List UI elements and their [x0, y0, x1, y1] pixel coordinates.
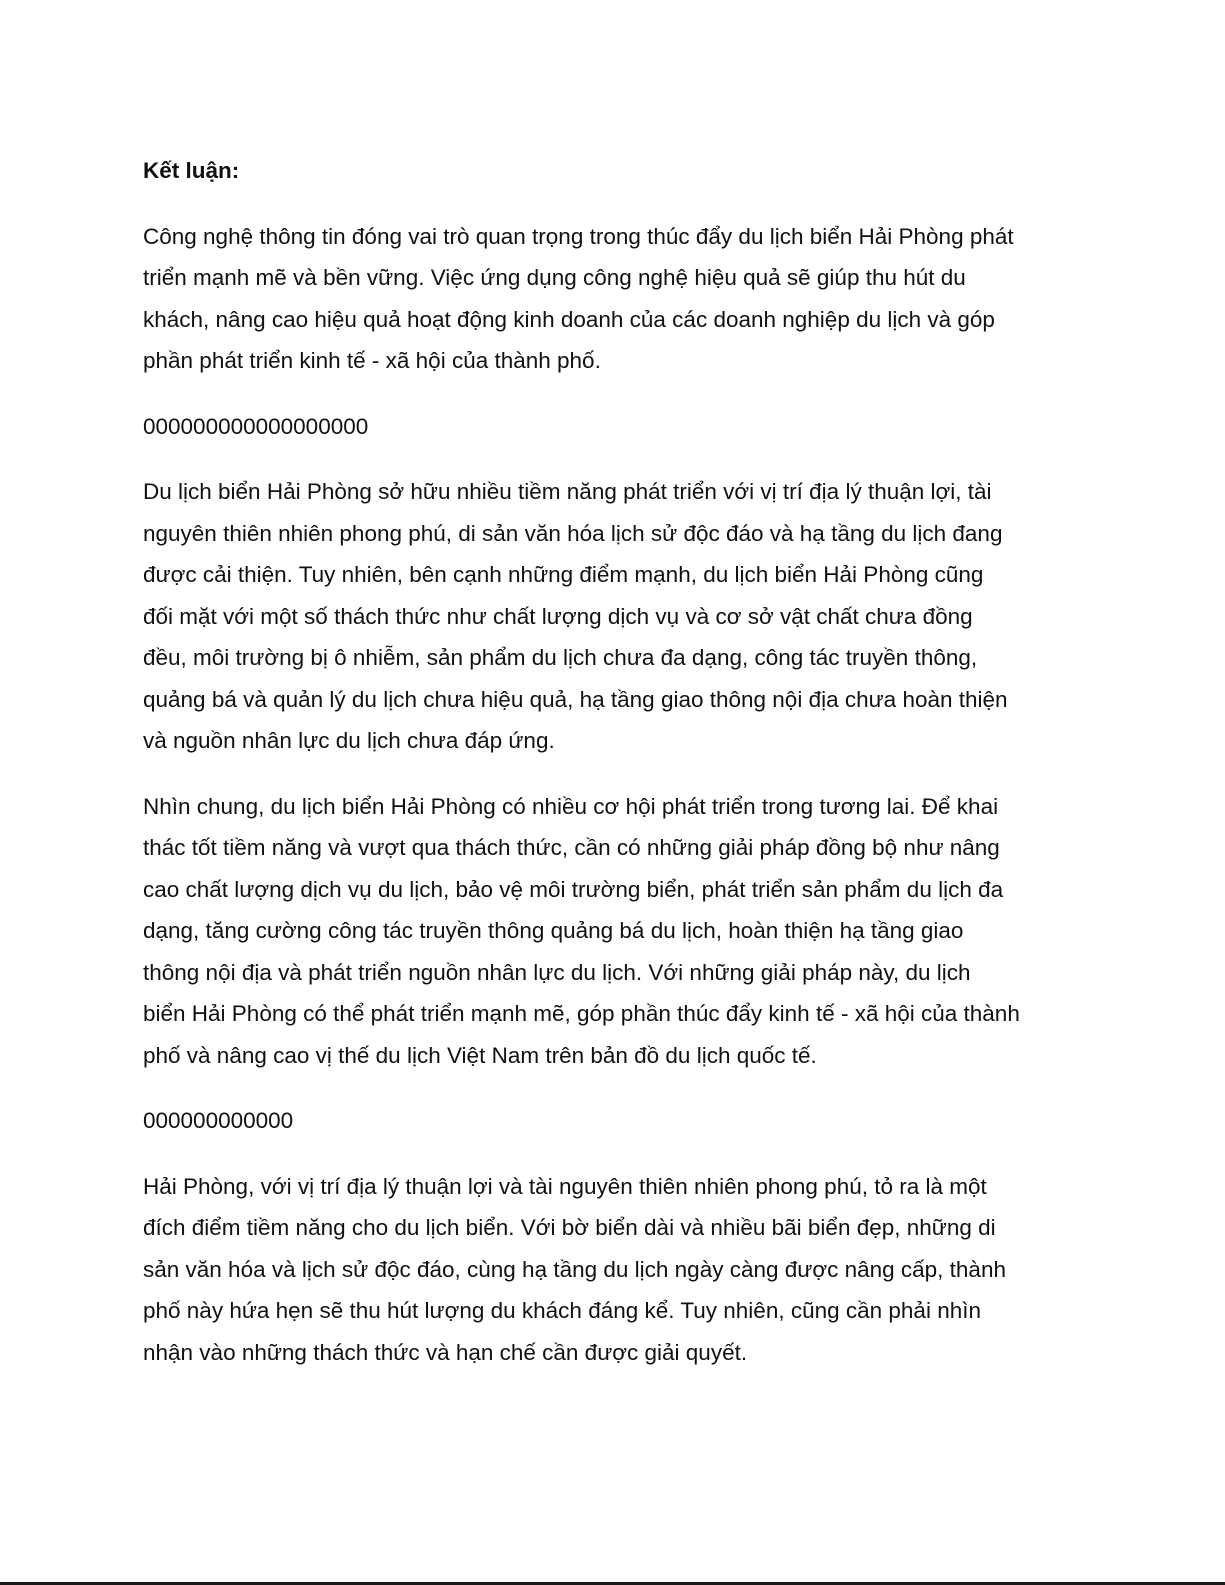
paragraph-line: phố và nâng cao vị thế du lịch Việt Nam trên bản đồ du lịch quốc tế.: [143, 1042, 817, 1068]
paragraph-line: 000000000000: [143, 1108, 294, 1133]
paragraph-line: biển Hải Phòng có thể phát triển mạnh mẽ, góp phần thúc đẩy kinh tế - xã hội của thành: [143, 1001, 1020, 1026]
paragraph-line: phần phát triển kinh tế - xã hội của thành phố.: [143, 348, 601, 373]
paragraph-list: [143, 216, 1073, 1374]
section-heading: Kết luận:: [143, 158, 240, 183]
paragraph-line: quảng bá và quản lý du lịch chưa hiệu quả, hạ tầng giao thông nội địa chưa hoàn thiện: [143, 686, 1008, 712]
paragraph-line: thác tốt tiềm năng và vượt qua thách thức, cần có những giải pháp đồng bộ như nâng: [143, 835, 1000, 860]
paragraph: [143, 471, 1073, 762]
paragraph: [143, 406, 1073, 448]
paragraph-line: Du lịch biển Hải Phòng sở hữu nhiều tiềm năng phát triển với vị trí địa lý thuận lợi, tài: [143, 479, 992, 504]
paragraph-line: thông nội địa và phát triển nguồn nhân lực du lịch. Với những giải pháp này, du lịch: [143, 959, 971, 985]
paragraph: [143, 1100, 1073, 1142]
paragraph: [143, 216, 1073, 382]
paragraph-line: Nhìn chung, du lịch biển Hải Phòng có nhiều cơ hội phát triển trong tương lai. Để khai: [143, 793, 999, 819]
paragraph-line: nhận vào những thách thức và hạn chế cần được giải quyết.: [143, 1339, 748, 1365]
paragraph-line: Công nghệ thông tin đóng vai trò quan trọng trong thúc đẩy du lịch biển Hải Phòng phát: [143, 223, 1014, 249]
paragraph-line: và nguồn nhân lực du lịch chưa đáp ứng.: [143, 728, 555, 753]
paragraph-line: khách, nâng cao hiệu quả hoạt động kinh doanh của các doanh nghiệp du lịch và góp: [143, 306, 995, 332]
paragraph-line: đích điểm tiềm năng cho du lịch biển. Với bờ biển dài và nhiều bãi biển đẹp, những di: [143, 1215, 996, 1240]
paragraph-line: nguyên thiên nhiên phong phú, di sản văn hóa lịch sử độc đáo và hạ tầng du lịch đang: [143, 520, 1003, 546]
paragraph-line: đều, môi trường bị ô nhiễm, sản phẩm du lịch chưa đa dạng, công tác truyền thông,: [143, 645, 978, 670]
document-body: [143, 150, 1073, 1397]
paragraph-line: cao chất lượng dịch vụ du lịch, bảo vệ môi trường biển, phát triển sản phẩm du lịch đa: [143, 876, 1004, 902]
paragraph-line: được cải thiện. Tuy nhiên, bên cạnh những điểm mạnh, du lịch biển Hải Phòng cũng: [143, 562, 984, 587]
paragraph-line: sản văn hóa và lịch sử độc đáo, cùng hạ tầng du lịch ngày càng được nâng cấp, thành: [143, 1256, 1006, 1282]
paragraph: [143, 1166, 1073, 1374]
paragraph-line: dạng, tăng cường công tác truyền thông quảng bá du lịch, hoàn thiện hạ tầng giao: [143, 918, 964, 943]
paragraph-line: triển mạnh mẽ và bền vững. Việc ứng dụng công nghệ hiệu quả sẽ giúp thu hút du: [143, 265, 966, 290]
paragraph-line: đối mặt với một số thách thức như chất lượng dịch vụ và cơ sở vật chất chưa đồng: [143, 603, 973, 629]
paragraph-line: 000000000000000000: [143, 413, 369, 439]
paragraph-line: Hải Phòng, với vị trí địa lý thuận lợi và tài nguyên thiên nhiên phong phú, tỏ ra là một: [143, 1173, 987, 1199]
paragraph-line: phố này hứa hẹn sẽ thu hút lượng du khách đáng kể. Tuy nhiên, cũng cần phải nhìn: [143, 1298, 981, 1323]
paragraph: [143, 786, 1073, 1077]
